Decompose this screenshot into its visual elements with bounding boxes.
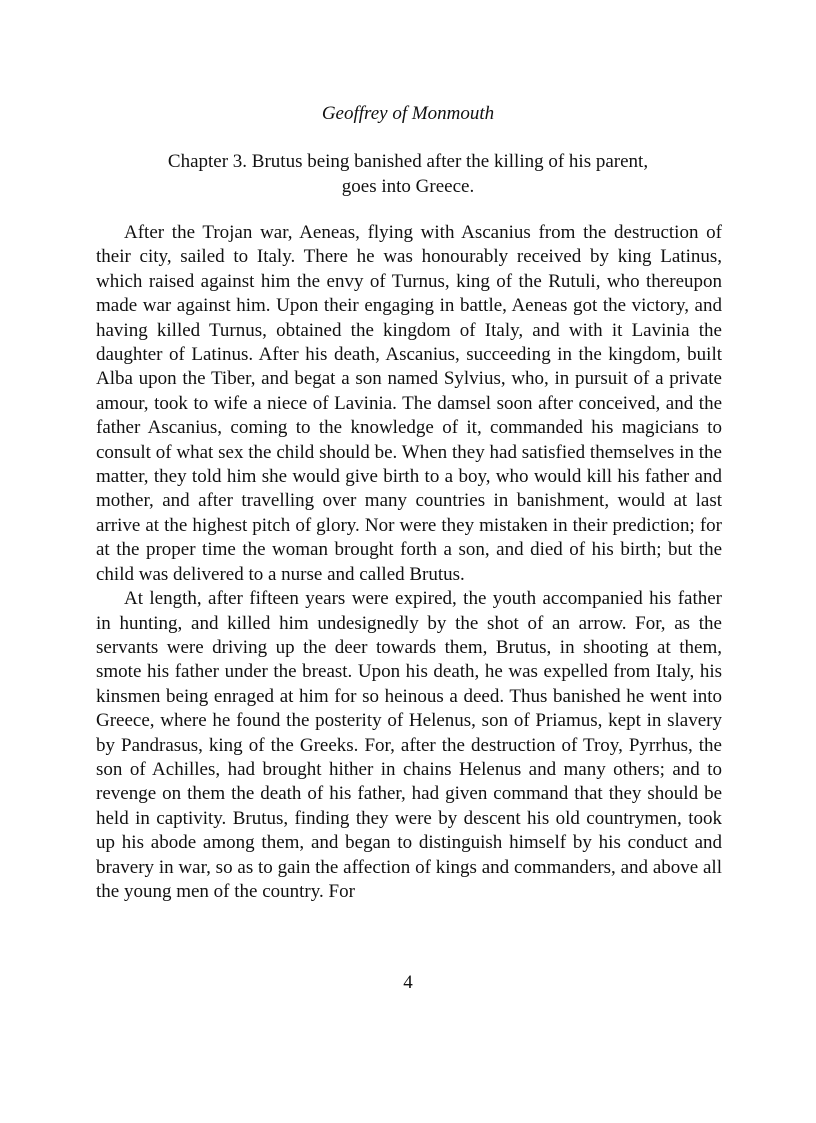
chapter-heading	[120, 149, 696, 199]
paragraph-aeneas-ascanius: After the Trojan war, Aeneas, flying with Ascanius from the destruction of their city, sailed to Italy. There he was honourably received by king Latinus, which raised against him the envy of Turnus, king of the Rutuli, who thereupon made war against him. Upon their engaging in battle, Aeneas got the victory, and having killed Turnus, obtained the kingdom of Italy, and with it Lavinia the daughter of Latinus. After his death, Ascanius, succeeding in the kingdom, built Alba upon the Tiber, and begat a son named Sylvius, who, in pursuit of a private amour, took to wife a niece of Lavinia. The damsel soon after conceived, and the father Ascanius, coming to the knowledge of it, commanded his magicians to consult of what sex the child should be. When they had satisfied themselves in the matter, they told him she would give birth to a boy, who would kill his father and mother, and after travelling over many countries in banishment, would at last arrive at the highest pitch of glory. Nor were they mistaken in their prediction; for at the proper time the woman brought forth a son, and died of his birth; but the child was delivered to a nurse and called Brutus.	[96, 222, 722, 585]
chapter-heading-line-1: Chapter 3. Brutus being banished after the killing of his parent,	[167, 151, 649, 172]
page-number: 4	[403, 972, 413, 993]
chapter-heading-line-2: goes into Greece.	[341, 176, 475, 197]
body-text	[96, 221, 722, 904]
paragraph-brutus-banished: At length, after fifteen years were expired, the youth accompanied his father in hunting, and killed him undesignedly by the shot of an arrow. For, as the servants were driving up the deer towards them, Brutus, in shooting at them, smote his father under the breast. Upon his death, he was expelled from Italy, his kinsmen being enraged at him for so heinous a deed. Thus banished he went into Greece, where he found the posterity of Helenus, son of Priamus, kept in slavery by Pandrasus, king of the Greeks. For, after the destruction of Troy, Pyrrhus, the son of Achilles, had brought hither in chains Helenus and many others; and to revenge on them the death of his father, had given command that they should be held in captivity. Brutus, finding they were by descent his old countrymen, took up his abode among them, and began to distinguish himself by his conduct and bravery in war, so as to gain the affection of kings and commanders, and above all the young men of the country. For	[96, 588, 722, 902]
running-header-author: Geoffrey of Monmouth	[321, 103, 495, 124]
